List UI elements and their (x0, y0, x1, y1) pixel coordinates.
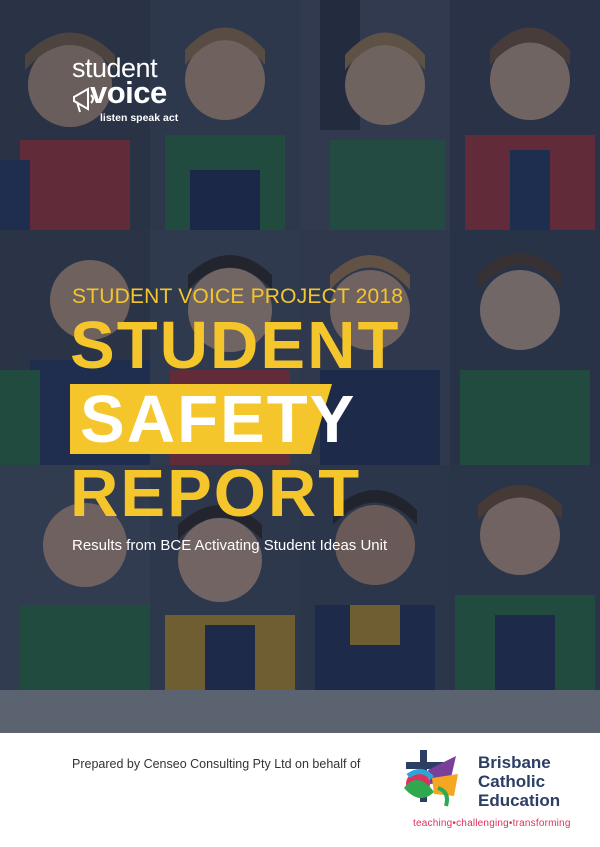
bce-org-name (478, 753, 588, 810)
title-line-student: STUDENT (70, 308, 401, 383)
bce-name-line: Education (478, 791, 561, 810)
bce-tagline: teaching•challenging•transforming (413, 818, 571, 829)
logo-word-voice: voice (90, 75, 167, 110)
report-subtitle: Results from BCE Activating Student Ideas Unit (72, 537, 388, 554)
bce-logo-icon (398, 748, 468, 814)
prepared-by-text: Prepared by Censeo Consulting Pty Ltd on behalf of (72, 757, 361, 771)
cover-footer (0, 733, 600, 847)
title-line-report: REPORT (70, 456, 362, 531)
logo-word-student: student (72, 53, 158, 83)
student-voice-logo (68, 55, 198, 135)
project-heading: STUDENT VOICE PROJECT 2018 (72, 285, 404, 308)
logo-tagline: listen speak act (100, 112, 179, 124)
bce-name-line: Brisbane (478, 753, 551, 772)
megaphone-icon (70, 85, 98, 119)
photo-bottom-band (0, 690, 600, 733)
bce-name-line: Catholic (478, 772, 546, 791)
title-line-safety: SAFETY (80, 382, 357, 457)
